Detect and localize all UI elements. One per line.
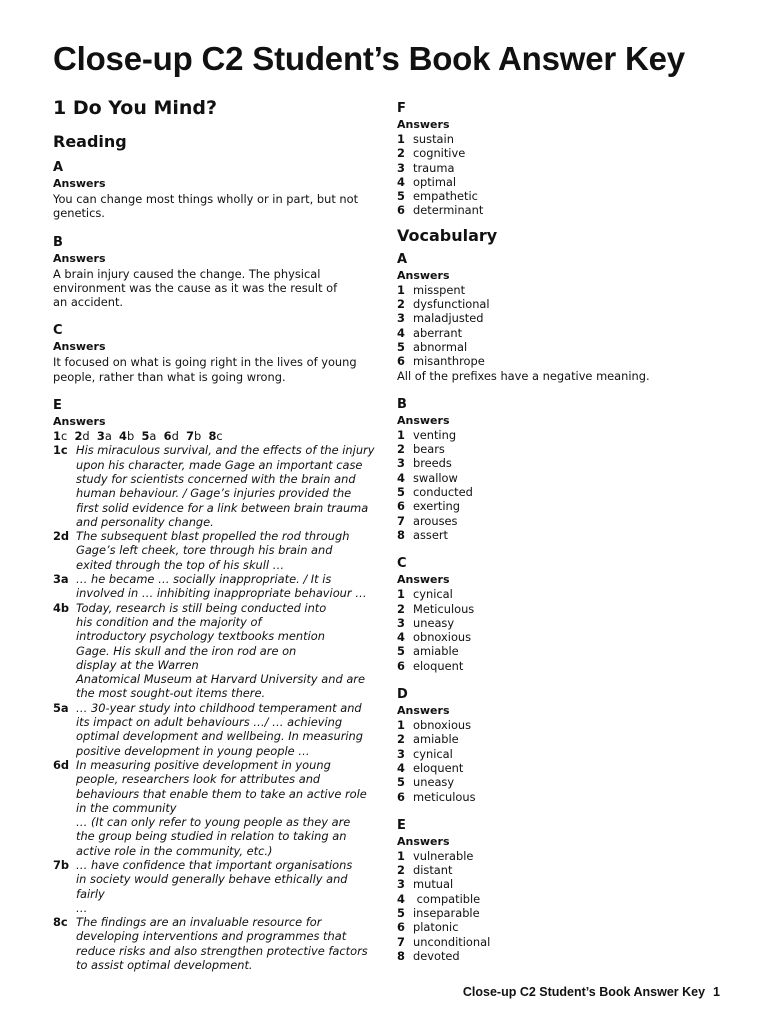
sub-heading: A (397, 251, 408, 267)
list-item: 1 misspent (397, 282, 466, 297)
text-line: Today, research is still being conducted into (76, 600, 327, 615)
reading-f (397, 101, 697, 218)
item-key: 2d (53, 529, 70, 544)
list-item: 2 Meticulous (397, 601, 475, 616)
numbered-list (397, 132, 697, 218)
list-item: 2 cognitive (397, 146, 466, 161)
answer-item-8c (53, 915, 383, 972)
list-item: 6 determinant (397, 203, 484, 218)
list-item: 7 arouses (397, 513, 458, 528)
list-item: 3 maladjusted (397, 311, 484, 326)
sub-heading: B (53, 234, 63, 250)
text-line: its impact on adult behaviours …/ … achieving (76, 715, 343, 730)
list-item: 1 sustain (397, 132, 454, 146)
text-line: His miraculous survival, and the effects of the injury (76, 443, 375, 458)
vocab-c (397, 556, 697, 673)
vocab-e (397, 818, 697, 963)
page-footer (463, 985, 720, 999)
numbered-list (397, 283, 697, 369)
left-column (53, 96, 383, 972)
list-item: 5 conducted (397, 485, 473, 500)
text-line: upon his character, made Gage an important case (76, 457, 363, 472)
text-line: developing interventions and programmes that (76, 929, 347, 944)
answer-item-1c (53, 443, 383, 529)
numbered-list (397, 849, 697, 963)
sub-heading: E (53, 398, 62, 414)
list-item: 3 mutual (397, 877, 454, 892)
answers-label: Answers (53, 415, 106, 429)
answer-item-4b (53, 601, 383, 701)
list-item: 2 amiable (397, 732, 459, 747)
sub-heading: E (397, 817, 406, 833)
vocab-a (397, 252, 697, 383)
note-text: All of the prefixes have a negative meaning. (397, 368, 650, 383)
summary-number: 7 (186, 429, 194, 444)
answer-item-2d (53, 529, 383, 572)
text-line: active role in the community, etc.) (76, 843, 273, 858)
item-text (76, 529, 383, 572)
item-key: 8c (53, 915, 68, 930)
summary-letter: b (194, 429, 202, 444)
text-line: an accident. (53, 295, 124, 310)
list-item: 1 cynical (397, 587, 453, 602)
reading-e (53, 398, 383, 972)
text-line: fairly (76, 886, 105, 901)
reading-a (53, 160, 383, 221)
vocab-b (397, 397, 697, 542)
sub-heading: C (397, 556, 407, 572)
sub-heading: C (53, 323, 63, 339)
summary-number: 5 (141, 429, 150, 444)
list-item: 4 swallow (397, 470, 458, 485)
reading-c (53, 323, 383, 384)
list-item: 3 cynical (397, 746, 453, 761)
text-line: … have confidence that important organisations (76, 857, 353, 872)
text-line: involved in … inhibiting inappropriate behaviour … (76, 586, 367, 601)
summary-number: 2 (74, 429, 83, 444)
list-item: 2 dysfunctional (397, 297, 490, 312)
text-line: genetics. (53, 206, 105, 221)
summary-letter: b (126, 429, 135, 444)
item-text (76, 915, 383, 972)
text-line: study for scientists concerned with the brain and (76, 471, 356, 486)
numbered-list (397, 428, 697, 542)
list-item: 6 eloquent (397, 658, 464, 673)
answers-label: Answers (397, 118, 450, 131)
summary-number: 1 (53, 429, 61, 444)
item-key: 1c (53, 443, 68, 458)
item-key: 6d (53, 757, 70, 772)
summary-letter: c (60, 429, 68, 444)
numbered-list (397, 587, 697, 673)
item-text (76, 858, 383, 915)
item-key: 5a (53, 700, 69, 715)
text-line: behaviours that enable them to take an active role (76, 786, 367, 801)
text-line: … he became … socially inappropriate. / It is (76, 572, 332, 587)
text-line: the group being studied in relation to taking an (76, 829, 347, 844)
section-title-vocabulary: Vocabulary (397, 225, 498, 245)
list-item: 3 breeds (397, 456, 452, 471)
text-line: It focused on what is going right in the lives of young (53, 355, 357, 370)
text-line: exited through the top of his skull … (76, 557, 285, 572)
text-line: the most sought-out items there. (76, 686, 266, 701)
summary-letter: d (82, 429, 90, 444)
text-line: in the community (76, 800, 177, 815)
text-line: first solid evidence for a link between brain trauma (76, 500, 369, 515)
list-item: 2 bears (397, 442, 445, 457)
list-item: 3 trauma (397, 160, 455, 175)
list-item: 5 inseparable (397, 905, 480, 920)
text-line: people, researchers look for attributes and (76, 772, 321, 787)
list-item: 8 devoted (397, 948, 460, 963)
answers-label: Answers (397, 413, 450, 427)
text-line: reduce risks and also strengthen protective factors (76, 943, 368, 958)
answers-label: Answers (397, 834, 450, 848)
list-item: 1 venting (397, 427, 457, 442)
text-line: The findings are an invaluable resource for (76, 915, 322, 930)
answer-summary (53, 429, 383, 443)
summary-letter: a (149, 429, 157, 444)
item-key: 3a (53, 572, 69, 587)
text-line: human behaviour. / Gage’s injuries provided the (76, 486, 352, 501)
text-line: … (It can only refer to young people as they are (76, 815, 351, 830)
summary-letter: c (216, 429, 223, 444)
document-title: Close-up C2 Student’s Book Answer Key (53, 40, 685, 77)
summary-number: 3 (96, 429, 105, 444)
sub-heading: B (397, 396, 407, 412)
summary-number: 4 (119, 429, 127, 444)
answer-text (53, 267, 383, 310)
list-item: 7 unconditional (397, 934, 491, 949)
text-line: Gage. His skull and the iron rod are on (76, 643, 297, 658)
item-text (76, 758, 383, 858)
item-key: 4b (53, 600, 70, 615)
summary-letter: d (171, 429, 179, 444)
answers-label: Answers (53, 251, 106, 265)
sub-heading: D (397, 687, 408, 703)
text-line: … 30-year study into childhood temperament and (76, 700, 362, 715)
answer-text (53, 192, 383, 221)
list-item: 5 empathetic (397, 189, 478, 204)
list-item: 4 compatible (397, 891, 481, 906)
answers-label: Answers (53, 177, 106, 190)
item-text (76, 701, 383, 758)
item-text (76, 601, 383, 701)
vocab-d (397, 687, 697, 804)
summary-letter: a (104, 429, 112, 444)
text-line: and personality change. (76, 514, 214, 529)
list-item: 8 assert (397, 527, 449, 542)
list-item: 6 platonic (397, 920, 459, 935)
text-line: his condition and the majority of (76, 614, 262, 629)
sub-heading: F (397, 101, 406, 116)
answer-item-5a (53, 701, 383, 758)
item-text (76, 443, 383, 529)
numbered-list (397, 718, 697, 804)
answers-label: Answers (397, 704, 450, 718)
text-line: You can change most things wholly or in part, but not (53, 192, 359, 206)
unit-title: 1 Do You Mind? (53, 97, 218, 119)
answers-label: Answers (53, 340, 106, 354)
list-item: 2 distant (397, 863, 453, 878)
answer-item-7b (53, 858, 383, 915)
right-column (397, 101, 697, 963)
list-item: 6 misanthrope (397, 354, 485, 369)
list-item: 4 aberrant (397, 325, 463, 340)
list-item: 1 vulnerable (397, 848, 474, 863)
reading-b (53, 235, 383, 310)
answer-item-6d (53, 758, 383, 858)
list-item: 6 exerting (397, 499, 460, 514)
list-item: 1 obnoxious (397, 718, 472, 733)
text-line: optimal development and wellbeing. In measuring (76, 729, 363, 744)
text-line: people, rather than what is going wrong. (53, 369, 286, 384)
summary-number: 6 (163, 429, 172, 444)
text-line: … (76, 900, 88, 915)
answer-item-3a (53, 572, 383, 601)
list-item: 5 abnormal (397, 339, 468, 354)
footer-title: Close-up C2 Student’s Book Answer Key (462, 985, 706, 999)
text-line: introductory psychology textbooks mention (76, 629, 325, 644)
list-item: 6 meticulous (397, 789, 476, 804)
text-line: positive development in young people … (76, 743, 310, 758)
list-item: 4 obnoxious (397, 630, 472, 645)
page-number: 1 (713, 985, 720, 999)
text-line: environment was the cause as it was the result of (53, 280, 338, 295)
sub-heading: A (53, 160, 64, 175)
text-line: display at the Warren (76, 657, 199, 672)
item-text (76, 572, 383, 601)
text-line: to assist optimal development. (76, 958, 253, 973)
list-item: 4 optimal (397, 174, 457, 189)
section-title-reading: Reading (53, 132, 127, 151)
item-key: 7b (53, 857, 70, 872)
text-line: The subsequent blast propelled the rod through (76, 529, 350, 544)
text-line: Gage’s left cheek, tore through his brain and (76, 543, 333, 558)
list-item: 4 eloquent (397, 760, 464, 775)
text-line: In measuring positive development in young (76, 757, 331, 772)
answer-text (53, 355, 383, 384)
text-line: A brain injury caused the change. The physical (53, 266, 321, 281)
text-line: in society would generally behave ethically and (76, 872, 348, 887)
list-item: 3 uneasy (397, 615, 455, 630)
text-line: Anatomical Museum at Harvard University and are (76, 672, 365, 687)
summary-number: 8 (208, 429, 217, 444)
list-item: 5 amiable (397, 644, 459, 659)
answers-label: Answers (397, 268, 450, 282)
answers-label: Answers (397, 573, 450, 587)
list-item: 5 uneasy (397, 775, 455, 790)
